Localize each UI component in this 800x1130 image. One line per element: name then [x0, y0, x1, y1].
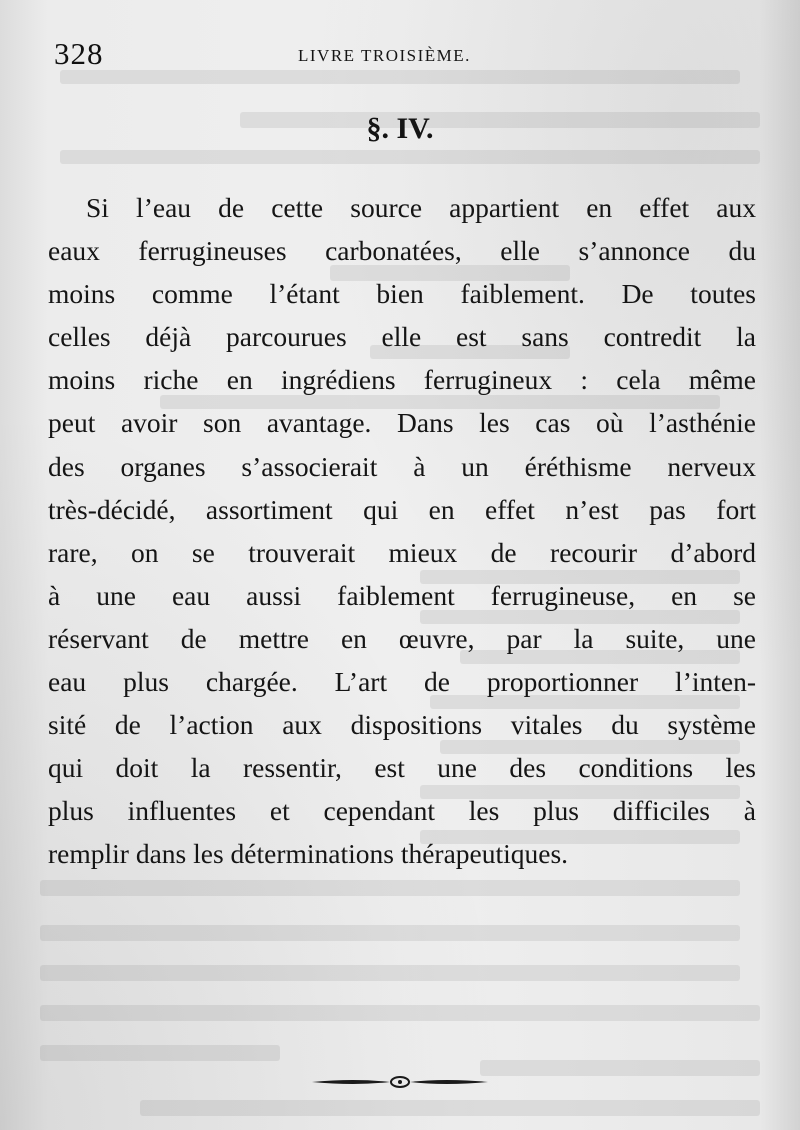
- text-line: plus influentes et cependant les plus difficiles à: [48, 795, 756, 827]
- text-line: très-décidé, assortiment qui en effet n’est pas fort: [48, 493, 756, 525]
- text-line: eau plus chargée. L’art de proportionner l’inten-: [48, 666, 756, 698]
- ornament-divider: [310, 1072, 490, 1092]
- running-head: LIVRE TROISIÈME.: [298, 46, 471, 65]
- text-line: rare, on se trouverait mieux de recourir d’abord: [48, 536, 756, 568]
- page-number: 328: [54, 36, 104, 71]
- text-line: des organes s’associerait à un éréthisme nerveux: [48, 450, 756, 482]
- text-line: à une eau aussi faiblement ferrugineuse, en se: [48, 579, 756, 611]
- body-paragraph: [48, 186, 756, 876]
- text-line: peut avoir son avantage. Dans les cas où l’asthénie: [48, 407, 756, 439]
- text-line: moins comme l’étant bien faiblement. De toutes: [48, 278, 756, 310]
- text-line: Si l’eau de cette source appartient en effet aux: [86, 192, 756, 223]
- text-line: remplir dans les déterminations thérapeutiques.: [48, 838, 569, 870]
- text-line: celles déjà parcourues elle est sans contredit la: [48, 321, 756, 353]
- text-line: moins riche en ingrédiens ferrugineux : cela même: [48, 364, 756, 396]
- text-line: eaux ferrugineuses carbonatées, elle s’annonce du: [48, 235, 756, 267]
- text-line: sité de l’action aux dispositions vitales du système: [48, 709, 756, 741]
- text-line: réservant de mettre en œuvre, par la suite, une: [48, 622, 756, 654]
- section-heading: §. IV.: [366, 112, 434, 145]
- text-line: qui doit la ressentir, est une des conditions les: [48, 752, 756, 784]
